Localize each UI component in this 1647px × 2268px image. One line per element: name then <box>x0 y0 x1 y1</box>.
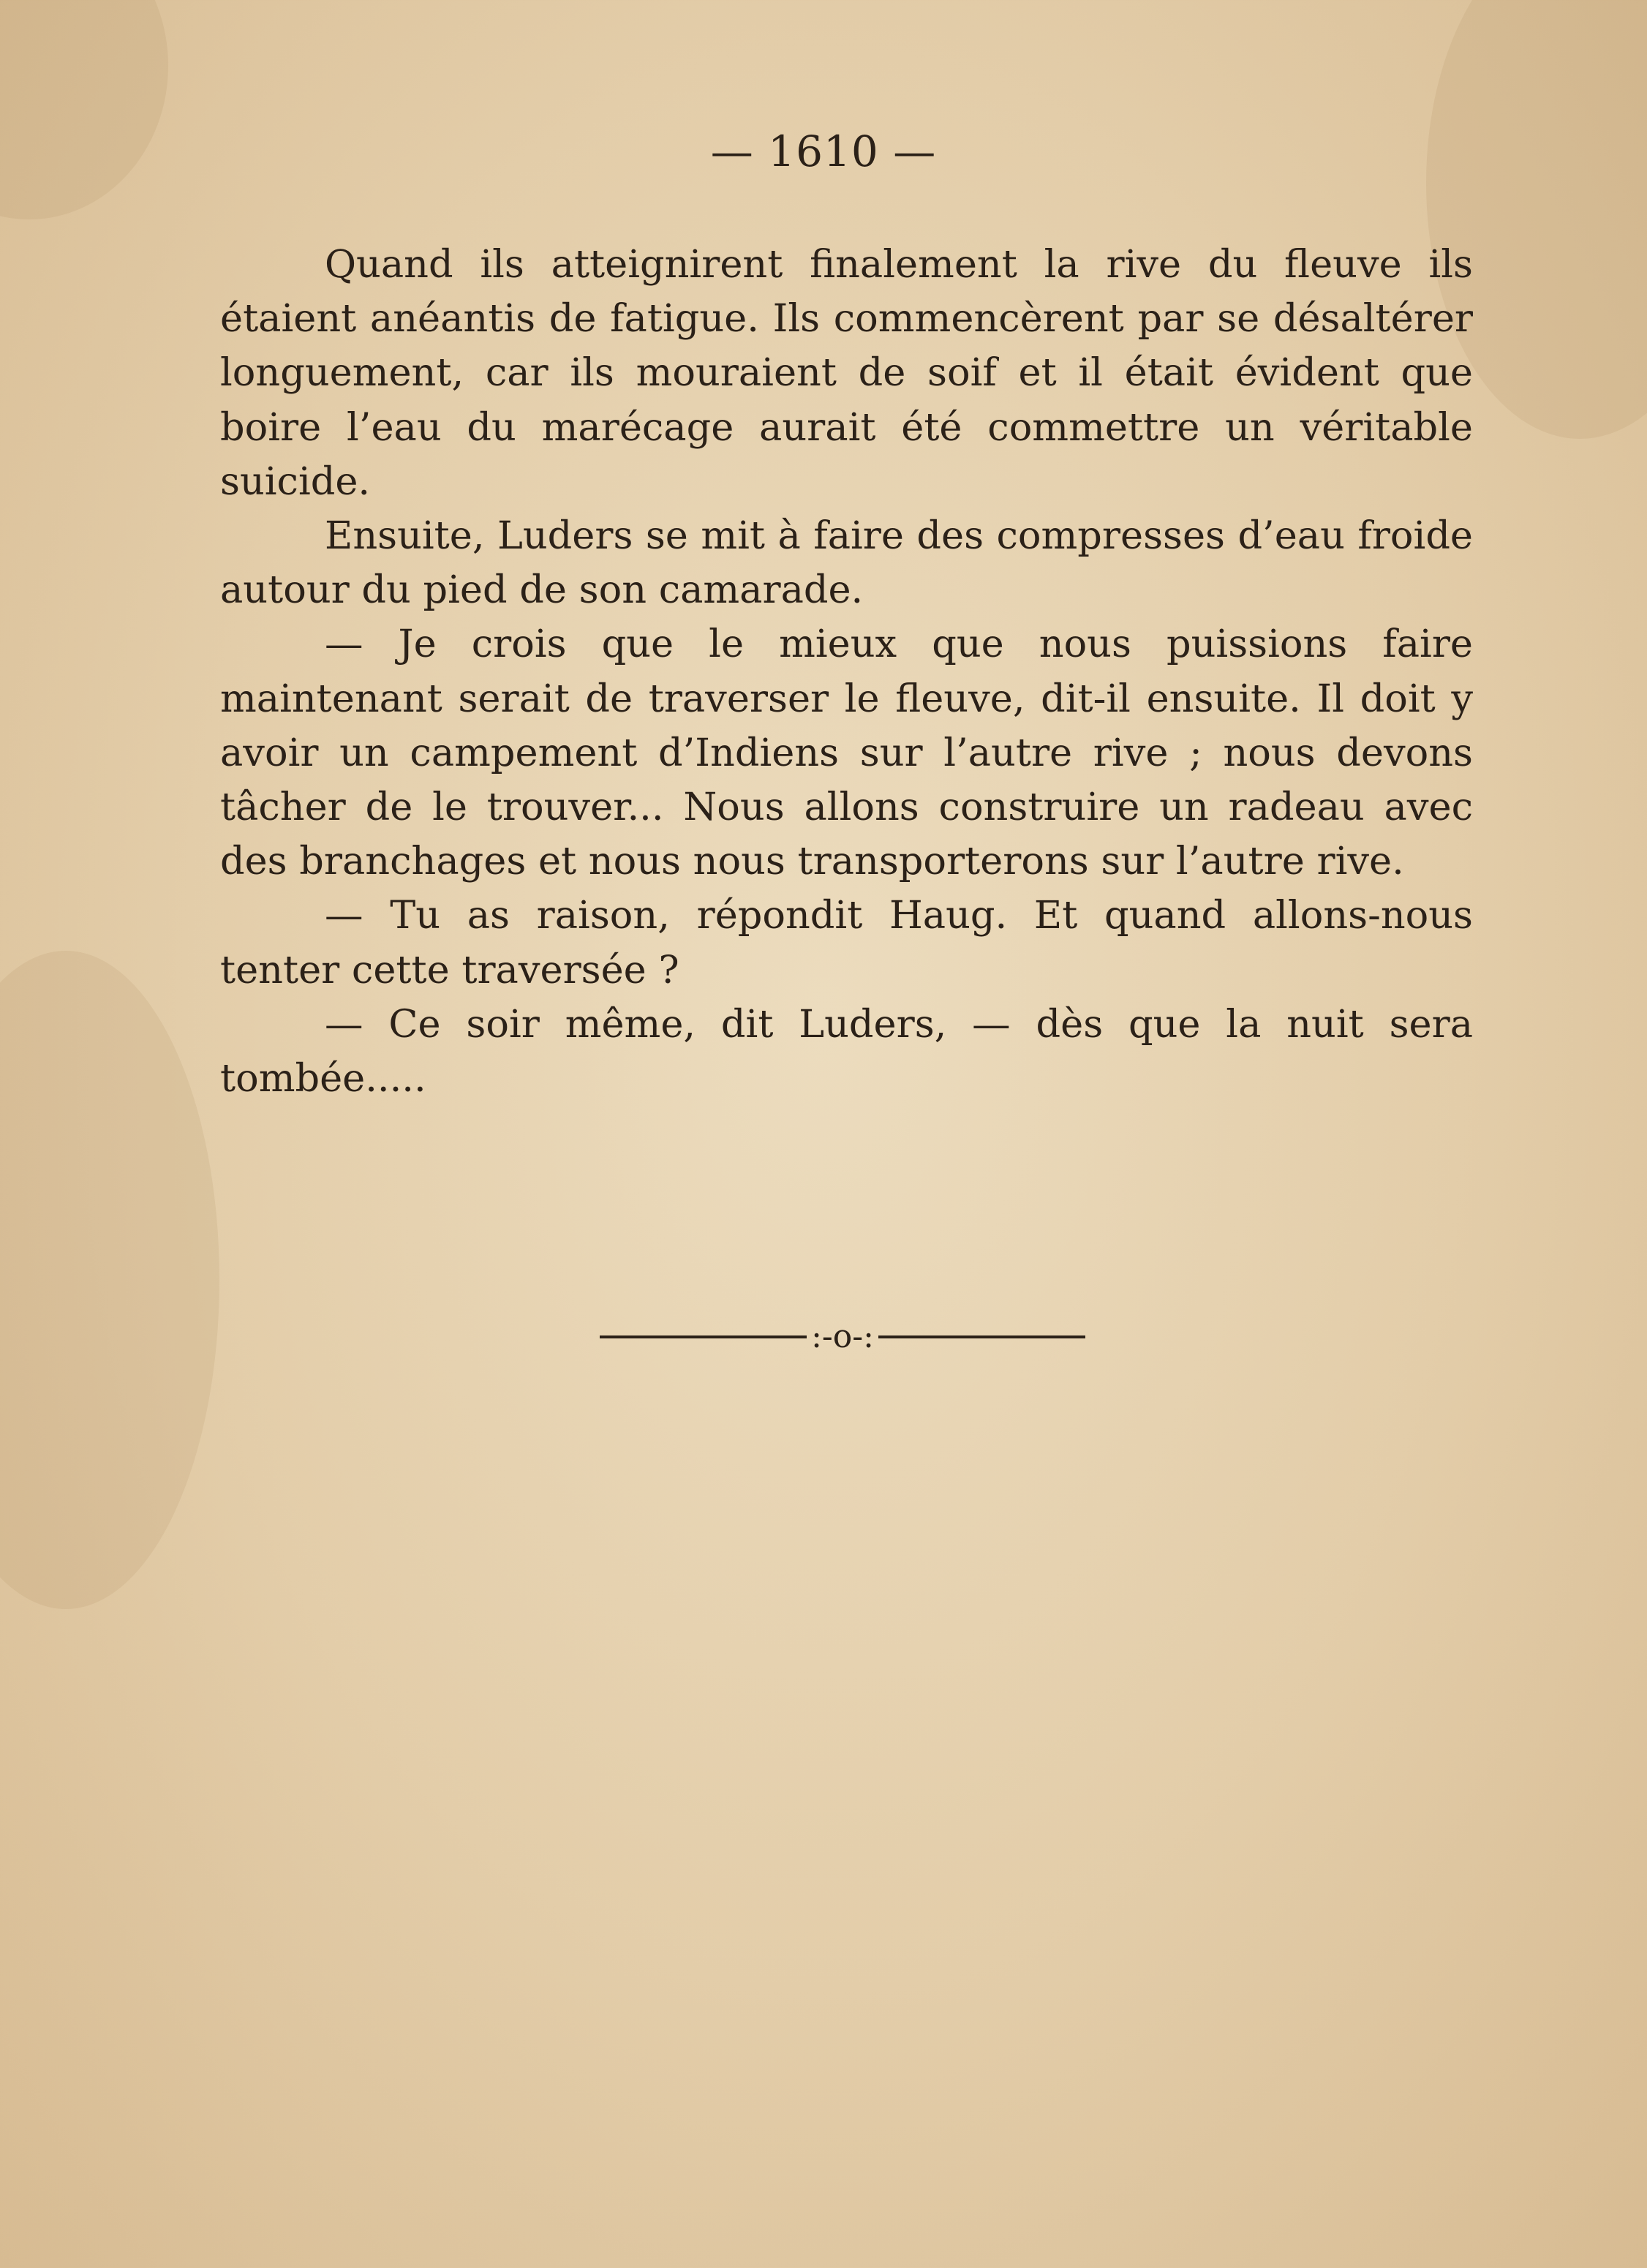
body-text <box>220 238 1473 1106</box>
paragraph: — Tu as raison, répondit Haug. Et quand allons-nous tenter cette traversée ? <box>220 893 1473 992</box>
paragraph: Quand ils atteignirent finalement la rive du fleuve ils étaient anéantis de fatigue. Ils commencèrent par se désaltérer longuement, car ils mouraient de soif et il était évident que boire l’eau du marécage aurait été commettre un véritable suicide. <box>220 242 1473 504</box>
section-separator <box>600 1315 1085 1359</box>
separator-rule-left <box>600 1335 807 1338</box>
separator-mark: :-o-: <box>811 1318 874 1355</box>
paper-stain <box>0 0 168 219</box>
paragraph: — Je crois que le mieux que nous puissions faire maintenant serait de traverser le fleuve, dit-il ensuite. Il doit y avoir un campement d’Indiens sur l’autre rive ; nous devons tâcher de le trouver... Nous allons construire un radeau avec des branchages et nous nous transporterons sur l’autre rive. <box>220 622 1473 884</box>
paragraph: Ensuite, Luders se mit à faire des compresses d’eau froide autour du pied de son camarade. <box>220 513 1473 613</box>
page-number: — 1610 — <box>710 127 937 176</box>
paragraph: — Ce soir même, dit Luders, — dès que la nuit sera tombée..... <box>220 1001 1473 1101</box>
separator-rule-right <box>878 1335 1085 1338</box>
paper-stain <box>0 951 219 1609</box>
